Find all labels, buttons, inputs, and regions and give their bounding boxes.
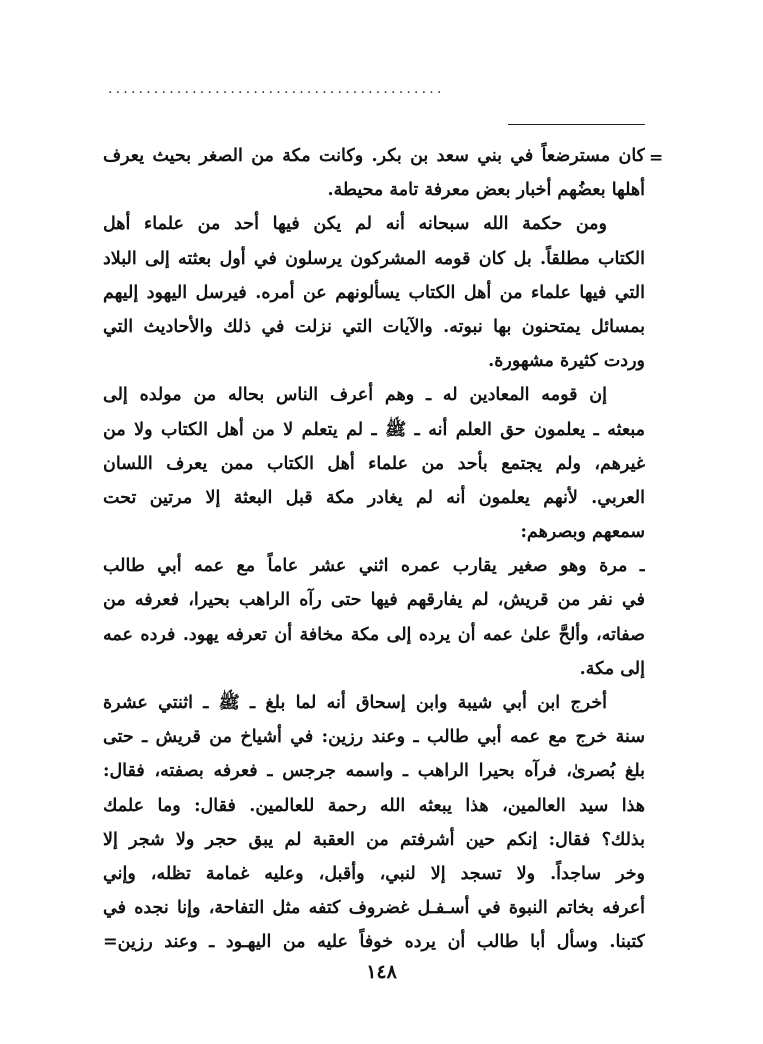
text-line: غيرهم، ولم يجتمع بأحد من علماء أهل الكتاب ممن يعرف اللسان	[103, 453, 645, 474]
text-line: سنة خرج مع عمه أبي طالب ـ وعند رزين: في أشياخ من قريش ـ حتى	[103, 727, 645, 748]
text-line: بمسائل يمتحنون بها نبوته. والآيات التي نزلت في ذلك والأحاديث التي	[103, 316, 645, 337]
text-line: صفاته، وألحَّ علىٰ عمه أن يرده إلى مكة مخافة أن تعرفه يهود. فرده عمه	[103, 624, 645, 645]
text-line: أخرج ابن أبي شيبة وابن إسحاق أنه لما بلغ ـ ﷺ ـ اثنتي عشرة	[103, 693, 607, 713]
text-line: الكتاب مطلقاً. بل كان قومه المشركون يرسلون في أول بعثته إلى البلاد	[103, 248, 645, 269]
text-line: كتبنا. وسأل أبا طالب أن يرده خوفاً عليه من اليهـود ـ وعند رزين=	[103, 932, 645, 953]
text-line: ـ مرة وهو صغير يقارب عمره اثني عشر عاماً مع عمه أبي طالب	[103, 556, 645, 577]
text-line: وردت كثيرة مشهورة.	[488, 351, 645, 372]
text-line: بلغ بُصرىٰ، فرآه بحيرا الراهب ـ واسمه جرجس ـ فعرفه بصفته، فقال:	[103, 761, 645, 782]
text-line: إن قومه المعادين له ـ وهم أعرف الناس بحاله من مولده إلى	[103, 385, 607, 406]
text-line: مبعثه ـ يعلمون حق العلم أنه ـ ﷺ ـ لم يتعلم لا من أهل الكتاب ولا من	[103, 419, 645, 440]
text-line: هذا سيد العالمين، هذا يبعثه الله رحمة للعالمين. فقال: وما علمك	[103, 795, 645, 816]
footnote-separator-rule	[508, 124, 645, 125]
text-line: في نفر من قريش، لم يفارقهم فيها حتى رآه الراهب بحيرا، فعرفه من	[103, 590, 645, 611]
text-line: أهلها بعضُهم أخبار بعض معرفة تامة محيطة.	[327, 180, 645, 201]
header-dotted-line: ............................................	[108, 82, 445, 96]
text-line: أعرفه بخاتم النبوة في أسـفـل غضروف كتفه مثل التفاحة، وإنا نجده في	[103, 898, 645, 919]
page-number: ١٤٨	[366, 961, 397, 983]
page-body-text	[103, 139, 645, 960]
text-line: العربي. لأنهم يعلمون أنه لم يغادر مكة قبل البعثة إلا مرتين تحت	[103, 487, 645, 508]
text-line: وخر ساجداً. ولا تسجد إلا لنبي، وأقبل، وعليه غمامة تظله، وإني	[103, 863, 645, 884]
text-line: بذلك؟ فقال: إنكم حين أشرفتم من العقبة لم يبق حجر ولا شجر إلا	[103, 829, 645, 850]
text-line: ومن حكمة الله سبحانه أنه لم يكن فيها أحد من علماء أهل	[103, 214, 607, 235]
text-line: كان مسترضعاً في بني سعد بن بكر. وكانت مكة من الصغر بحيث يعرف	[103, 146, 645, 166]
text-line: إلى مكة.	[579, 658, 645, 679]
continuation-marker: =	[649, 148, 664, 168]
text-line: التي فيها علماء من أهل الكتاب يسألونهم عن أمره. فيرسل اليهود إليهم	[103, 282, 645, 303]
text-line: سمعهم وبصرهم:	[520, 522, 645, 543]
